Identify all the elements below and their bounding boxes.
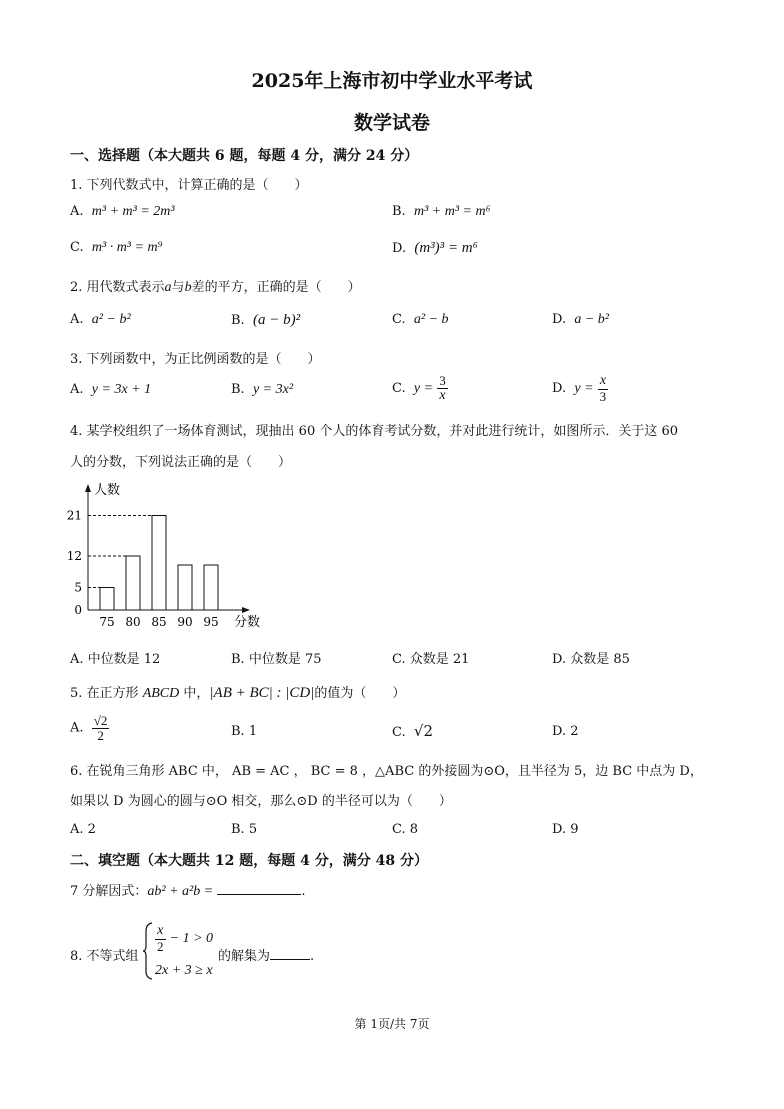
q6-option-c: C. 8 <box>392 822 419 837</box>
x-tick-label: 95 <box>203 615 219 629</box>
question-6-line2: 如果以 D 为圆心的圆与⊙O 相交，那么⊙D 的半径可以为（ ） <box>70 794 452 809</box>
x-tick-label: 90 <box>177 615 193 629</box>
bar-85 <box>152 516 166 611</box>
question-4-line1: 4. 某学校组织了一场体育测试，现抽出 60 个人的体育考试分数，并对此进行统计，如图所示．关于这 60 <box>70 424 679 439</box>
q6-option-a: A. 2 <box>70 822 96 837</box>
q3-option-d: D. y = $\frac{x}{3}$ <box>552 373 607 404</box>
x-tick-label: 75 <box>99 615 115 629</box>
q3-option-b: B. y = 3x² <box>231 382 294 397</box>
q1-option-a: A. m³ + m³ = 2m³ <box>70 204 175 219</box>
q6-option-d: D. 9 <box>552 822 579 837</box>
y-tick-label: 12 <box>66 549 82 563</box>
q5-option-d: D. 2 <box>552 724 579 739</box>
question-8-label: 8. 不等式组 <box>70 949 139 964</box>
question-1: 1. 下列代数式中，计算正确的是（ ） <box>70 178 308 193</box>
q2-option-a: A. a² − b² <box>70 312 131 327</box>
y-tick-label: 21 <box>66 508 82 523</box>
question-4-line2: 人的分数，下列说法正确的是（ ） <box>70 455 292 470</box>
section-heading-2: 二、填空题（本大题共 12 题，每题 4 分，满分 48 分） <box>70 853 428 869</box>
answer-blank-7[interactable] <box>217 882 301 895</box>
answer-blank-8[interactable] <box>270 947 310 960</box>
inequality-1: $\frac{x}{2}$ − 1 > 0 <box>157 923 214 954</box>
q3-option-c: C. y = $\frac{3}{x}$ <box>392 373 446 403</box>
bar-80 <box>126 556 140 610</box>
x-axis-arrow <box>242 607 250 613</box>
question-7: 7 分解因式：ab² + a²b = . <box>70 884 306 899</box>
q4-option-c: C. 众数是 21 <box>392 652 470 667</box>
q2-option-c: C. a² − b <box>392 312 449 327</box>
y-axis-label: 人数 <box>94 483 121 498</box>
question-5: 5. 在正方形 ABCD 中，|AB + BC| : |CD|的值为（ ） <box>70 685 406 701</box>
q6-option-b: B. 5 <box>231 822 258 837</box>
q1-option-c: C. m³ · m³ = m⁹ <box>70 240 163 255</box>
q1-option-b: B. m³ + m³ = m⁶ <box>392 204 491 219</box>
page-footer: 第 1页/共 7页 <box>354 1017 430 1031</box>
q1-option-d: D. (m³)³ = m⁶ <box>392 240 478 256</box>
question-2: 2. 用代数式表示a与b差的平方，正确的是（ ） <box>70 280 361 295</box>
q2-option-d: D. a − b² <box>552 312 610 327</box>
bar-95 <box>204 565 218 610</box>
q4-option-b: B. 中位数是 75 <box>231 652 322 667</box>
y-tick-label: 0 <box>74 603 82 617</box>
q4-option-a: A. 中位数是 12 <box>70 652 161 667</box>
q2-option-b: B. (a − b)² <box>231 312 301 328</box>
q5-option-c: C. √2 <box>392 722 433 740</box>
q5-option-b: B. 1 <box>231 724 258 739</box>
q4-option-d: D. 众数是 85 <box>552 652 630 667</box>
section-heading: 一、选择题（本大题共 6 题，每题 4 分，满分 24 分） <box>70 148 419 164</box>
q5-option-a: A. $\frac{√2}{2}$ <box>70 713 108 743</box>
x-tick-label: 85 <box>151 615 167 629</box>
inequality-2: 2x + 3 ≥ x <box>155 963 213 978</box>
question-3: 3. 下列函数中，为正比例函数的是（ ） <box>70 352 321 367</box>
bar-75 <box>100 588 114 611</box>
question-6-line1: 6. 在锐角三角形 ABC 中， AB = AC ， BC = 8 ，△ABC 的外接圆为⊙O，且半径为 5，边 BC 中点为 D， <box>70 764 703 779</box>
y-axis-arrow <box>85 484 91 492</box>
q3-option-a: A. y = 3x + 1 <box>70 382 152 397</box>
y-tick-label: 5 <box>74 580 82 595</box>
question-8-tail: 的解集为 . <box>218 949 315 964</box>
x-tick-label: 80 <box>125 615 141 629</box>
score-histogram <box>60 478 270 638</box>
exam-subtitle: 数学试卷 <box>353 112 430 134</box>
x-axis-label: 分数 <box>234 615 261 630</box>
system-brace <box>142 922 154 980</box>
bar-90 <box>178 565 192 610</box>
exam-title: 2025年上海市初中学业水平考试 <box>251 70 533 92</box>
